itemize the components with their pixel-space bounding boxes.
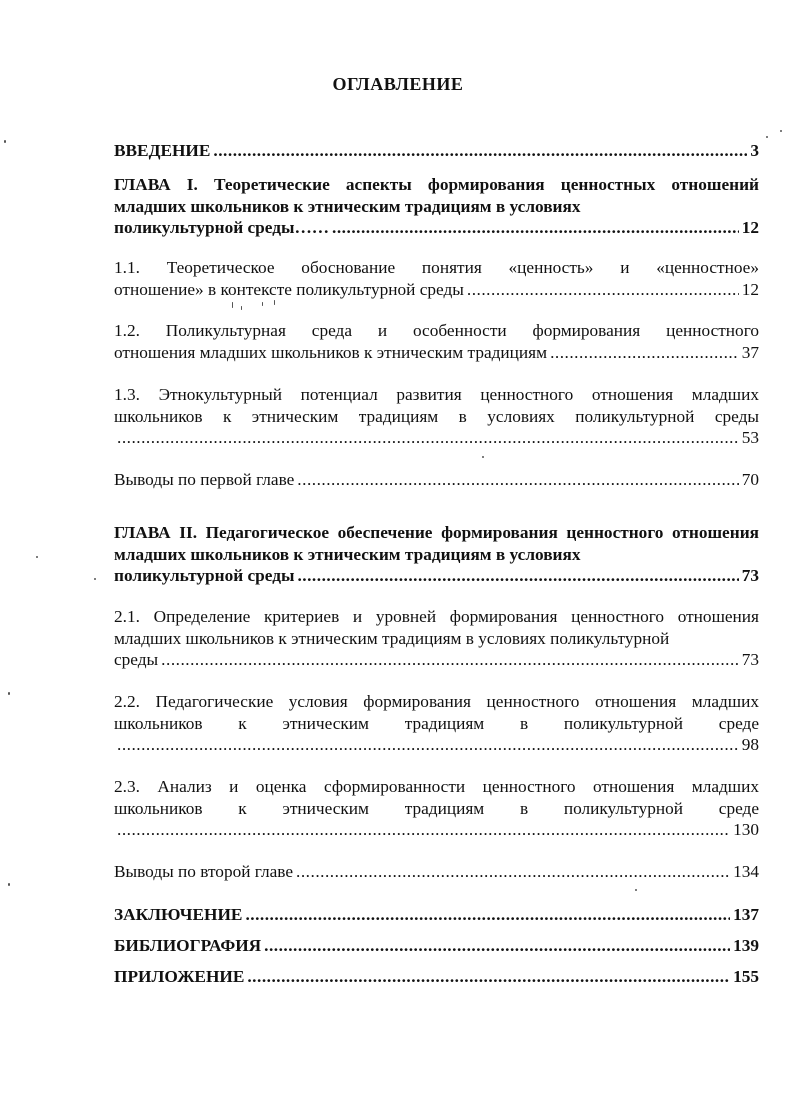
toc-page-number: 3 xyxy=(750,141,759,160)
scan-speck xyxy=(8,883,10,886)
leader-dots xyxy=(161,649,739,671)
toc-label: отношение» в контексте поликультурной среды xyxy=(114,279,464,299)
leader-dots xyxy=(264,935,730,957)
leader-dots xyxy=(117,427,739,449)
toc-heading-text: 1.1. Теоретическое обоснование понятия «ценность» и «ценностное» xyxy=(114,258,759,277)
leader-dots xyxy=(297,565,738,587)
toc-page-number: 73 xyxy=(741,566,759,585)
toc-entry-section-1-1[interactable] xyxy=(114,257,759,300)
scan-speck xyxy=(8,692,10,695)
leader-dots xyxy=(332,217,739,239)
toc-label: Выводы по второй главе xyxy=(114,862,294,881)
toc-page-number: 137 xyxy=(733,905,759,924)
toc-label: отношения младших школьников к этническим традициям xyxy=(114,342,548,362)
toc-label: поликультурной среды…… xyxy=(114,218,330,237)
toc-entry-section-2-2[interactable] xyxy=(114,691,759,756)
toc-heading-text: 2.1. Определение критериев и уровней формирования ценностного отношения младших школьников к этническим традициям в условиях поликультурной xyxy=(114,607,759,648)
toc-page-number: 139 xyxy=(733,936,759,955)
leader-dots xyxy=(296,861,730,883)
leader-dots xyxy=(117,819,730,841)
toc-entry-chapter-2[interactable] xyxy=(114,522,759,587)
toc-entry-section-1-3[interactable] xyxy=(114,384,759,449)
toc-entry-conclusions-2[interactable] xyxy=(114,861,759,883)
toc-entry-intro[interactable] xyxy=(114,140,759,162)
scan-speck xyxy=(241,306,242,310)
toc-label: среды xyxy=(114,650,159,669)
leader-dots xyxy=(213,140,747,162)
toc-heading-text: 1.2. Поликультурная среда и особенности формирования ценностного xyxy=(114,321,759,340)
toc-entry-section-1-2[interactable] xyxy=(114,320,759,363)
toc-page-number: 73 xyxy=(741,650,759,669)
toc-heading-text: 2.3. Анализ и оценка сформированности ценностного отношения младших школьников к этническим традициям в поликультурной среде xyxy=(114,777,759,818)
scan-speck xyxy=(780,130,782,132)
toc-page-number: 155 xyxy=(733,967,759,986)
toc-entry-bibliography[interactable] xyxy=(114,935,759,957)
toc-page-number: 134 xyxy=(733,862,759,881)
scan-speck xyxy=(262,302,263,306)
toc-entry-chapter-1[interactable] xyxy=(114,174,759,239)
toc-entry-conclusion[interactable] xyxy=(114,904,759,926)
toc-page-number: 130 xyxy=(733,820,759,839)
toc-entry-conclusions-1[interactable] xyxy=(114,469,759,491)
toc-page-number: 12 xyxy=(741,279,759,299)
toc-heading-text: ГЛАВА II. Педагогическое обеспечение формирования ценностного отношения младших школьников к этническим традициям в условиях xyxy=(114,523,759,564)
leader-dots xyxy=(247,966,730,988)
page-title: ОГЛАВЛЕНИЕ xyxy=(332,74,464,94)
toc-label: Выводы по первой главе xyxy=(114,470,295,489)
scan-speck xyxy=(36,556,38,558)
leader-dots xyxy=(467,279,739,301)
leader-dots xyxy=(245,904,730,926)
scan-speck xyxy=(482,456,484,458)
scan-speck xyxy=(274,300,275,305)
toc-heading-text: 1.3. Этнокультурный потенциал развития ценностного отношения младших школьников к этническим традициям в условиях поликультурной среды xyxy=(114,385,759,426)
toc-label: ЗАКЛЮЧЕНИЕ xyxy=(114,905,243,924)
leader-dots xyxy=(117,734,739,756)
toc-page-number: 70 xyxy=(741,470,759,489)
toc-page-number: 12 xyxy=(741,218,759,237)
toc-page-number: 98 xyxy=(741,735,759,754)
toc-label: ПРИЛОЖЕНИЕ xyxy=(114,967,245,986)
toc-page-number: 53 xyxy=(741,428,759,447)
toc-label: БИБЛИОГРАФИЯ xyxy=(114,936,262,955)
leader-dots xyxy=(550,342,739,364)
toc-entry-section-2-3[interactable] xyxy=(114,776,759,841)
scan-speck xyxy=(4,140,6,143)
scan-speck xyxy=(766,136,768,138)
toc-entry-appendix[interactable] xyxy=(114,966,759,988)
leader-dots xyxy=(297,469,738,491)
scan-speck xyxy=(635,889,637,891)
toc-entry-section-2-1[interactable] xyxy=(114,606,759,671)
toc-label: ВВЕДЕНИЕ xyxy=(114,141,211,160)
toc-label: поликультурной среды xyxy=(114,566,295,585)
toc-heading-text: 2.2. Педагогические условия формирования ценностного отношения младших школьников к этническим традициям в поликультурной среде xyxy=(114,692,759,733)
scan-speck xyxy=(232,302,233,308)
toc-page-number: 37 xyxy=(741,342,759,362)
toc-heading-text: ГЛАВА I. Теоретические аспекты формирования ценностных отношений младших школьников к этническим традициям в условиях xyxy=(114,175,759,216)
scan-speck xyxy=(94,578,96,580)
